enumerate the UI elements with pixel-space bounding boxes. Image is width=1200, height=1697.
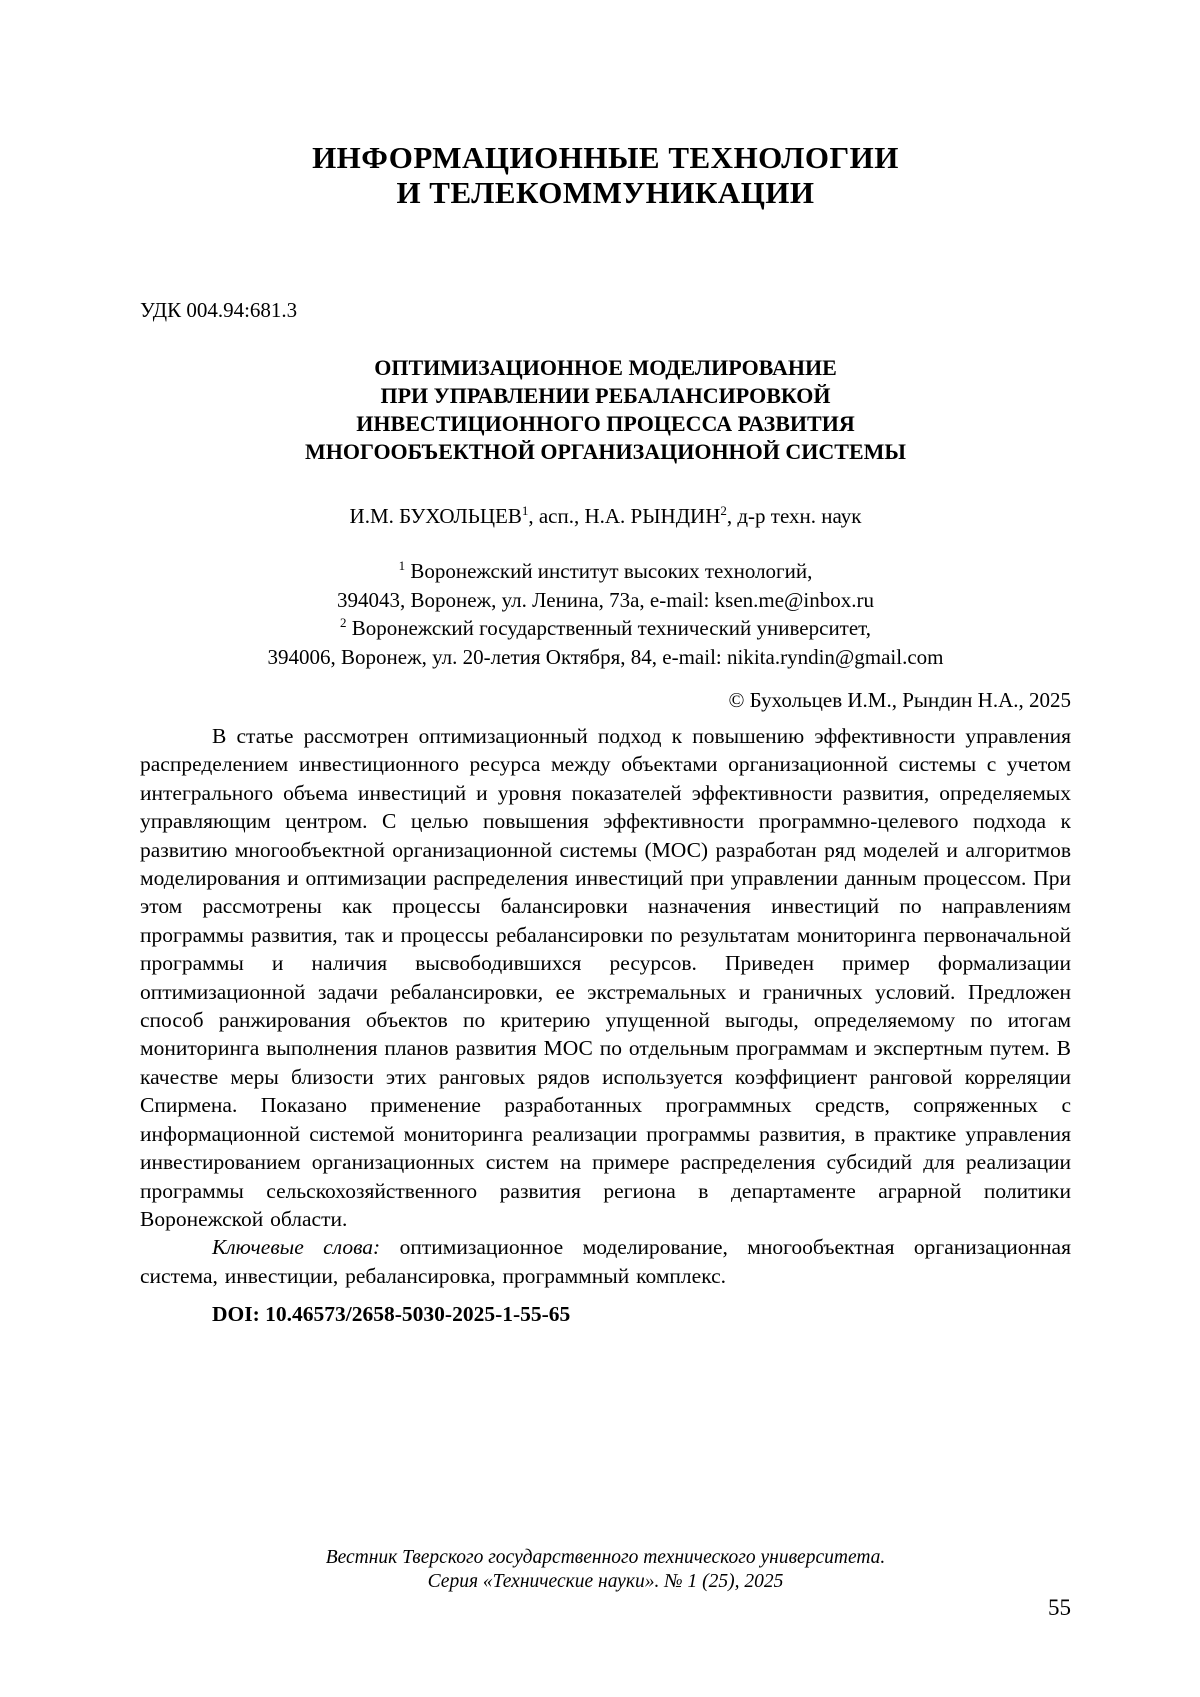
- author-2-name: Н.А. РЫНДИН: [584, 504, 721, 528]
- author-1-affiliation-mark: 1: [521, 503, 529, 518]
- article-title-line-4: МНОГООБЪЕКТНОЙ ОРГАНИЗАЦИОННОЙ СИСТЕМЫ: [305, 439, 906, 464]
- page-number: 55: [1048, 1595, 1071, 1620]
- section-header-line-1: ИНФОРМАЦИОННЫЕ ТЕХНОЛОГИИ: [312, 140, 899, 175]
- article-title-line-3: ИНВЕСТИЦИОННОГО ПРОЦЕССА РАЗВИТИЯ: [356, 411, 855, 436]
- footer-series-issue: Серия «Технические науки». № 1 (25), 2025: [427, 1571, 784, 1592]
- author-2-degree: , д-р техн. наук: [726, 504, 862, 528]
- abstract-paragraph: В статье рассмотрен оптимизационный подход к повышению эффективности управления распределением инвестиционного ресурса между объектами организационной системы с учетом интегрального объема инвестиций и уровня показателей эффективности развития, определяемых управляющим центром. С целью повышения эффективности программно-целевого подхода к развитию многообъектной организационной системы (МОС) разработан ряд моделей и алгоритмов моделирования и оптимизации распределения инвестиций при управлении данным процессом. При этом рассмотрены как процессы балансировки назначения инвестиций по направлениям программы развития, так и процессы ребалансировки по результатам мониторинга первоначальной программы и наличия высвободившихся ресурсов. Приведен пример формализации оптимизационной задачи ребалансировки, ее экстремальных и граничных условий. Предложен способ ранжирования объектов по критерию упущенной выгоды, определяемому по итогам мониторинга выполнения планов развития МОС по отдельным программам и экспертным путем. В качестве меры близости этих ранговых рядов используется коэффициент ранговой корреляции Спирмена. Показано применение разработанных программных средств, сопряженных с информационной системой мониторинга реализации программы развития, в практике управления инвестированием организационных систем на примере распределения субсидий для реализации программы сельскохозяйственного развития региона в департаменте аграрной политики Воронежской области.: [140, 724, 1071, 1231]
- affiliation-2-mark: 2: [339, 615, 347, 630]
- affiliation-1-name-line: [140, 557, 1071, 586]
- authors-line: [140, 502, 1071, 530]
- journal-footer: [140, 1546, 1071, 1594]
- affiliation-1-name: Воронежский институт высоких технологий,: [405, 559, 813, 583]
- affiliation-1-address-line: 394043, Воронеж, ул. Ленина, 73а, e-mail: ksen.me@inbox.ru: [337, 587, 874, 612]
- copyright-line: © Бухольцев И.М., Рындин Н.А., 2025: [728, 688, 1071, 712]
- udk-code: УДК 004.94:681.3: [140, 298, 298, 322]
- doi-line: DOI: 10.46573/2658-5030-2025-1-55-65: [212, 1302, 571, 1327]
- affiliation-2-address-line: 394006, Воронеж, ул. 20-летия Октября, 84, e-mail: nikita.ryndin@gmail.com: [267, 644, 944, 669]
- author-1-degree: , асп.,: [528, 504, 585, 528]
- author-1-name: И.М. БУХОЛЬЦЕВ: [349, 504, 522, 528]
- affiliation-2-name: Воронежский государственный технический университет,: [346, 616, 872, 640]
- keywords-label: Ключевые слова:: [212, 1235, 381, 1260]
- keywords-text: оптимизационное моделирование, многообъектная организационная система, инвестиции, ребалансировка, программный комплекс.: [140, 1235, 1071, 1288]
- article-title-line-1: ОПТИМИЗАЦИОННОЕ МОДЕЛИРОВАНИЕ: [374, 355, 837, 380]
- author-2-affiliation-mark: 2: [720, 503, 727, 518]
- journal-section-header: [140, 140, 1071, 210]
- section-header-line-2: И ТЕЛЕКОММУНИКАЦИИ: [396, 175, 815, 210]
- article-title-line-2: ПРИ УПРАВЛЕНИИ РЕБАЛАНСИРОВКОЙ: [380, 383, 831, 408]
- article-title: [140, 354, 1071, 466]
- affiliation-1-mark: 1: [398, 558, 406, 573]
- abstract-keywords-doi-block: [140, 722, 1071, 1328]
- keywords-paragraph: [140, 1233, 1071, 1290]
- footer-journal-name: Вестник Тверского государственного технического университета.: [325, 1547, 886, 1568]
- affiliation-2-name-line: [140, 614, 1071, 643]
- affiliations-block: [140, 557, 1071, 671]
